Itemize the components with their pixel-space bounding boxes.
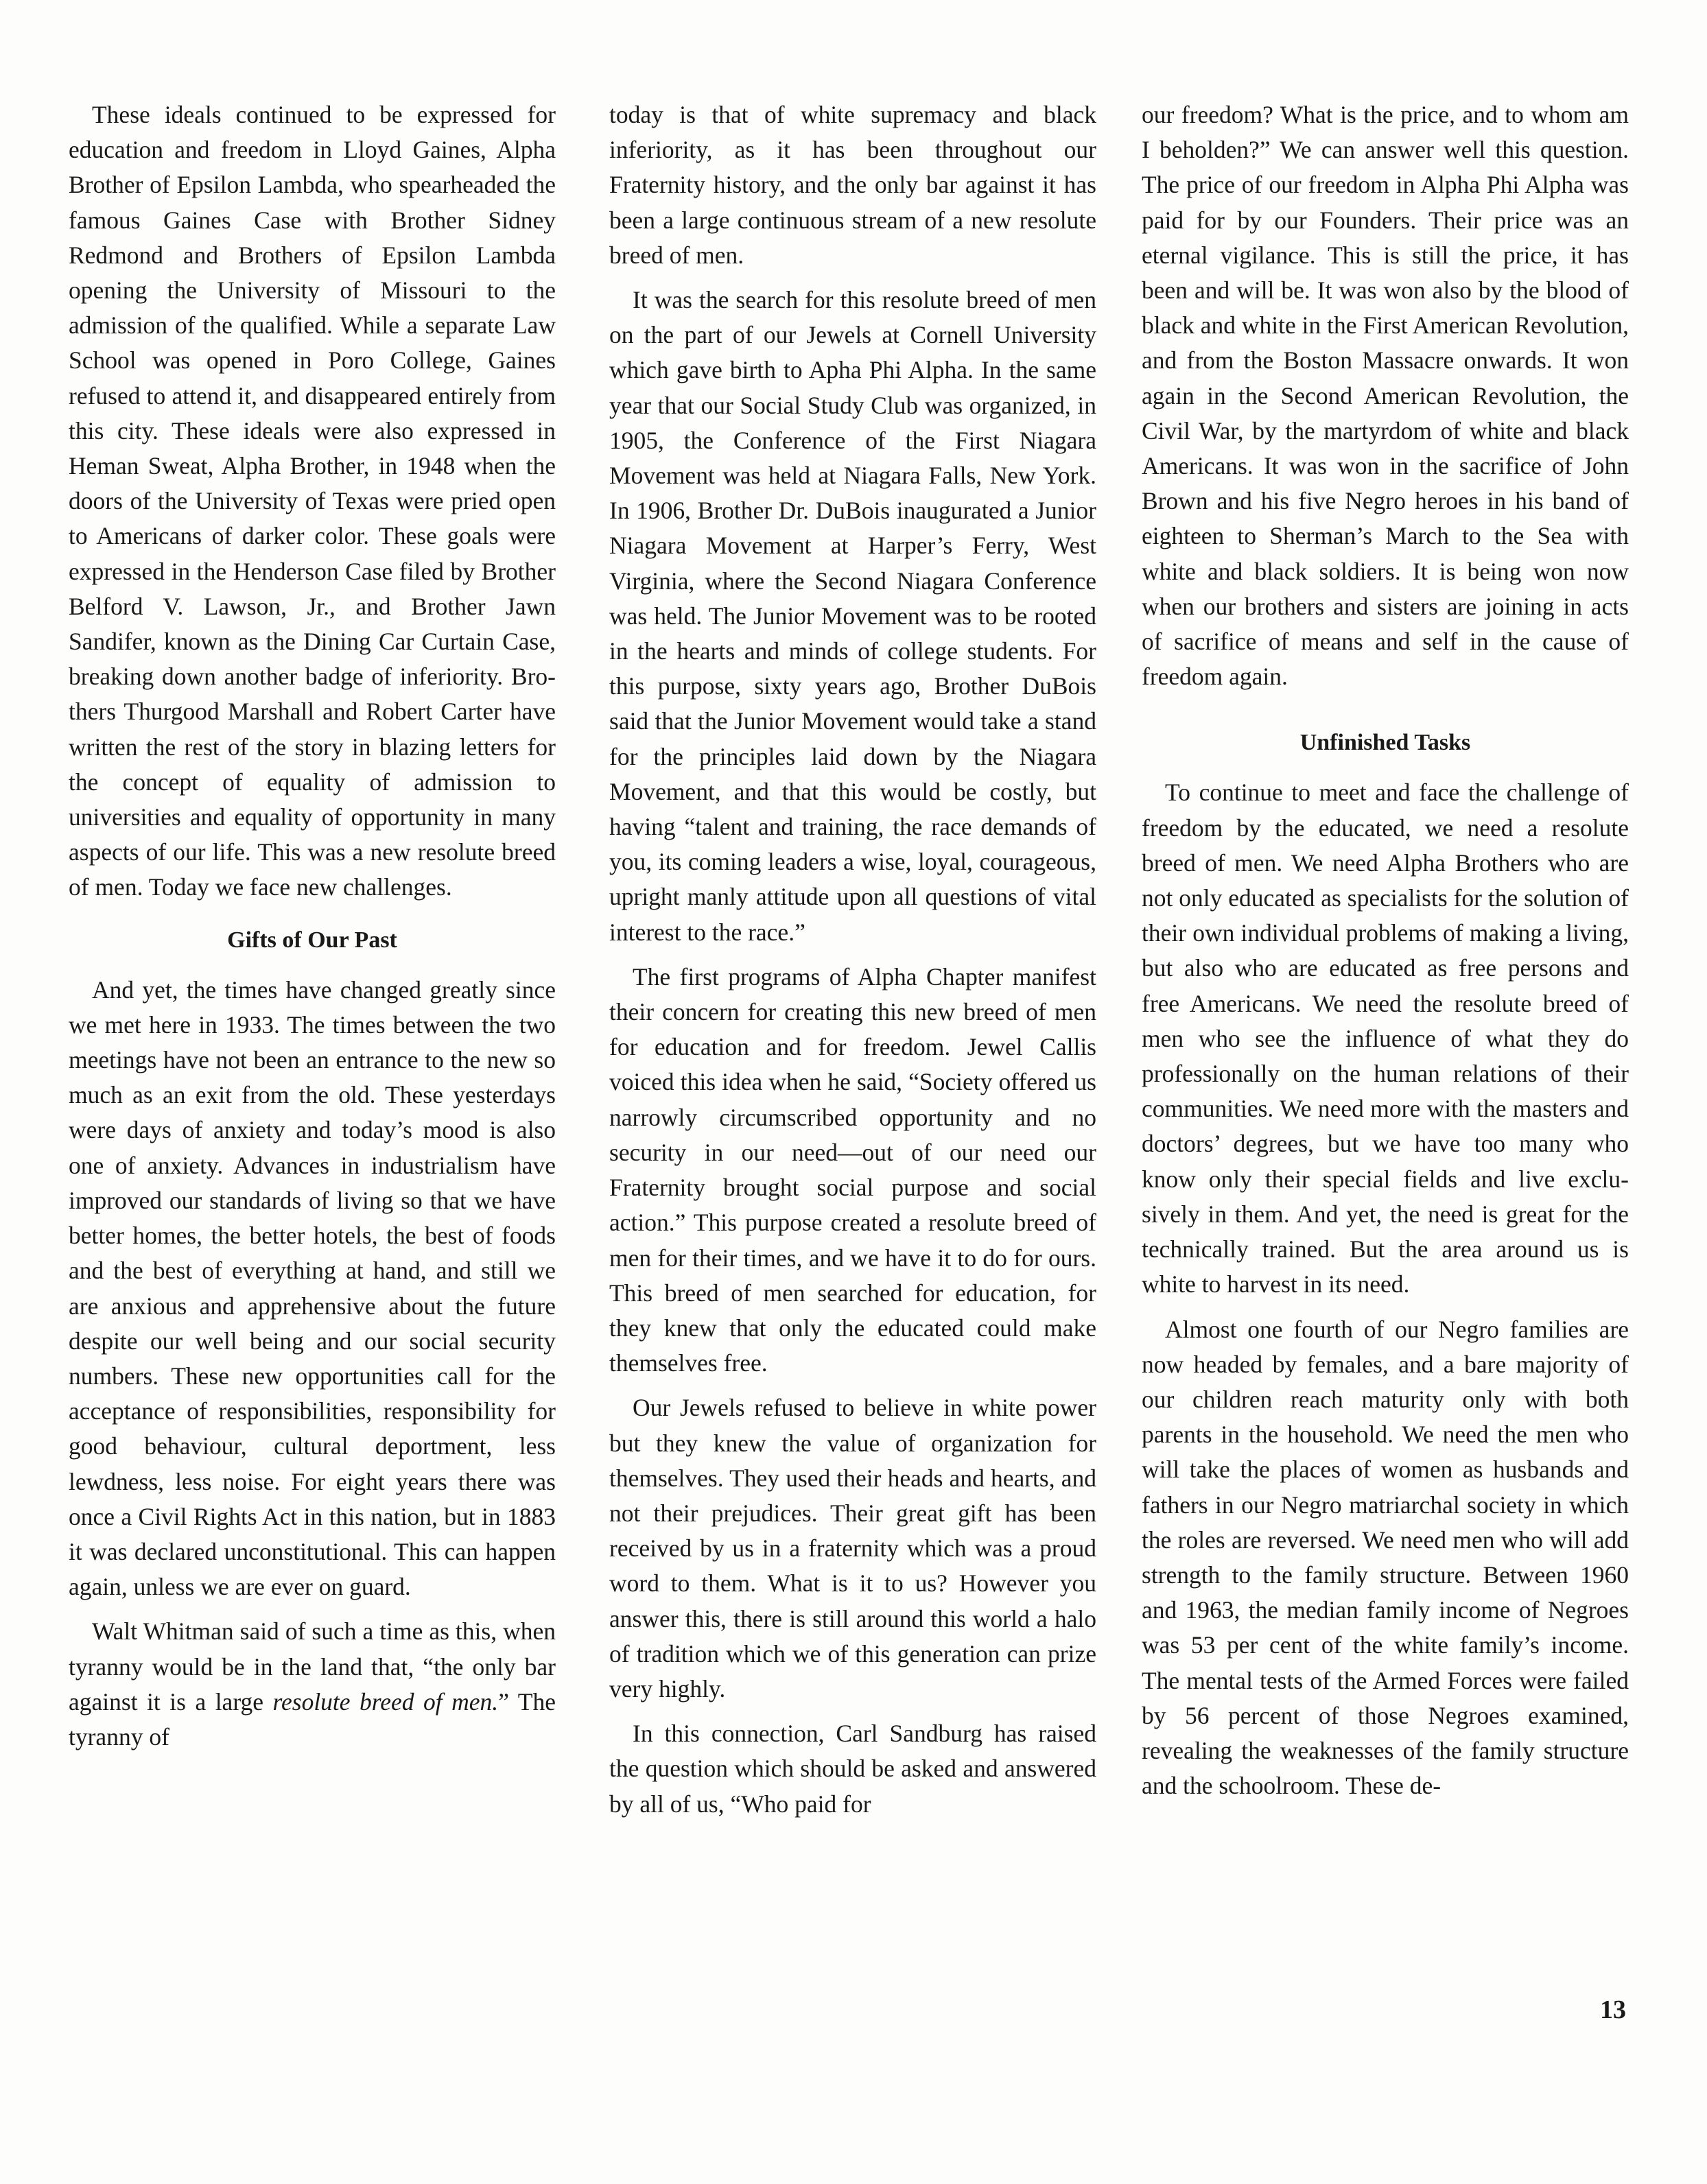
paragraph: Almost one fourth of our Negro families are now headed by females, and a bare majority of our children reach maturity only with both parents in the household. We need the men who will take the places of women as husbands and fathers in our Negro matriarchal society in which the roles are reversed. We need men who will add strength to the family structure. Between 1960 and 1963, the median family income of Negroes was 53 per cent of the white family’s income. The mental tests of the Armed Forces were failed by 56 percent of those Negroes examined, revealing the weaknesses of the family structure and the schoolroom. These de- [1142, 1315, 1629, 1800]
paragraph-continued: our freedom? What is the price, and to whom am I beholden?” We can answer well this question. The price of our freedom in Alpha Phi Alpha was paid for by our Founders. Their price was an eternal vigilance. This is still the price, it has been and will be. It was won also by the blood of black and white in the First American Revolution, and from the Boston Massacre onwards. It won again in the Second American Revolution, the Civil War, by the martyrdom of white and black Americans. It was won in the sacrifice of John Brown and his five Negro heroes in his band of eighteen to Sherman’s March to the Sea with white and black soldiers. It is being won now when our brothers and sisters are joining in acts of sacrifice of means and self in the cause of freedom again. [1142, 101, 1629, 691]
text-column-2 [609, 97, 1096, 1831]
text-column-1 [69, 97, 556, 1764]
paragraph: Walt Whitman said of such a time as this, when tyranny would be in the land that, “the only bar against it is a large resolute breed of men.” The tyranny of [69, 1617, 556, 1750]
text-column-3 [1142, 97, 1629, 1813]
paragraph: In this connection, Carl Sandburg has raised the question which should be asked and answered by all of us, “Who paid for [609, 1720, 1096, 1818]
section-heading-unfinished-tasks: Unfinished Tasks [1299, 730, 1471, 756]
paragraph-continued: today is that of white supremacy and black inferiority, as it has been throughout our Fraternity history, and the only bar against it has been a large continuous stream of a new resolute breed of men. [609, 101, 1096, 269]
page-number: 13 [1600, 1995, 1626, 2024]
paragraph: Our Jewels refused to believe in white power but they knew the value of organization for themselves. They used their heads and hearts, and not their prejudices. Their great gift has been received by us in a fraternity which was a proud word to them. What is it to us? However you answer this, there is still around this world a halo of tradition which we of this generation can prize very highly. [609, 1394, 1096, 1702]
paragraph: The first programs of Alpha Chapter manifest their concern for creating this new breed of men for education and for freedom. Jewel Callis voiced this idea when he said, “Society offered us narrowly circumscribed opportunity and no security in our need—out of our need our Fraternity brought social purpose and social action.” This purpose created a resolute breed of men for their times, and we have it to do for ours. This breed of men searched for education, for they knew that only the educated could make themselves free. [609, 962, 1096, 1377]
section-heading-gifts-of-our-past: Gifts of Our Past [227, 927, 397, 953]
paragraph: And yet, the times have changed greatly since we met here in 1933. The times between the two meetings have not been an entrance to the new so much as an exit from the old. These yesterdays were days of anxiety and today’s mood is also one of anxiety. Advances in industrialism have improved our standards of living so that we have better homes, the better hotels, the best of foods and the best of everything at hand, and still we are anxious and apprehensive about the future despite our well being and our social security numbers. These new opportunities call for the acceptance of responsibilities, responsibility for good behaviour, cultural deportment, less lewdness, less noise. For eight years there was once a Civil Rights Act in this nation, but in 1883 it was declared unconstitutional. This can happen again, unless we are ever on guard. [69, 975, 556, 1601]
italic-phrase: resolute breed of men. [272, 1687, 499, 1716]
paragraph: These ideals continued to be expressed for education and freedom in Lloyd Gaines, Alpha Brother of Epsilon Lambda, who spearheaded the famous Gaines Case with Brother Sidney Redmond and Brothers of Epsilon Lambda opening the University of Missouri to the admission of the qualified. While a separate Law School was opened in Poro College, Gaines refused to attend it, and disappeared entirely from this city. These ideals were also expressed in Heman Sweat, Alpha Brother, in 1948 when the doors of the University of Texas were pried open to Americans of darker color. These goals were expressed in the Henderson Case filed by Brother Belford V. Lawson, Jr., and Brother Jawn Sandifer, known as the Dining Car Curtain Case, breaking down another badge of inferiority. Brothers Thurgood Marshall and Robert Carter have written the rest of the story in blazing letters for the concept of equality of admission to universities and equality of opportunity in many aspects of our life. This was a new resolute breed of men. Today we face new challenges. [69, 101, 556, 901]
paragraph: It was the search for this resolute breed of men on the part of our Jewels at Cornell University which gave birth to Apha Phi Alpha. In the same year that our Social Study Club was organized, in 1905, the Conference of the First Niagara Movement was held at Niagara Falls, New York. In 1906, Brother Dr. DuBois inaugurated a Junior Niagara Movement at Harper’s Ferry, West Virginia, where the Second Niagara Conference was held. The Junior Movement was to be rooted in the hearts and minds of college students. For this purpose, sixty years ago, Brother DuBois said that the Junior Movement would take a stand for the principles laid down by the Niagara Movement, and that this would be costly, but having “talent and training, the race demands of you, its coming leaders a wise, loyal, courageous, upright manly attitude upon all questions of vital interest to the race.” [609, 286, 1096, 946]
paragraph: To continue to meet and face the challenge of freedom by the educated, we need a resolute breed of men. We need Alpha Brothers who are not only educated as specialists for the solution of their own individual problems of making a living, but also who are educated as free persons and free Americans. We need the resolute breed of men who see the influence of what they do professionally on the human relations of their communities. We need more with the masters and doctors’ degrees, but we have too many who know only their special fields and live exclusively in them. And yet, the need is great for the technically trained. But the area around us is white to harvest in its need. [1142, 779, 1629, 1298]
